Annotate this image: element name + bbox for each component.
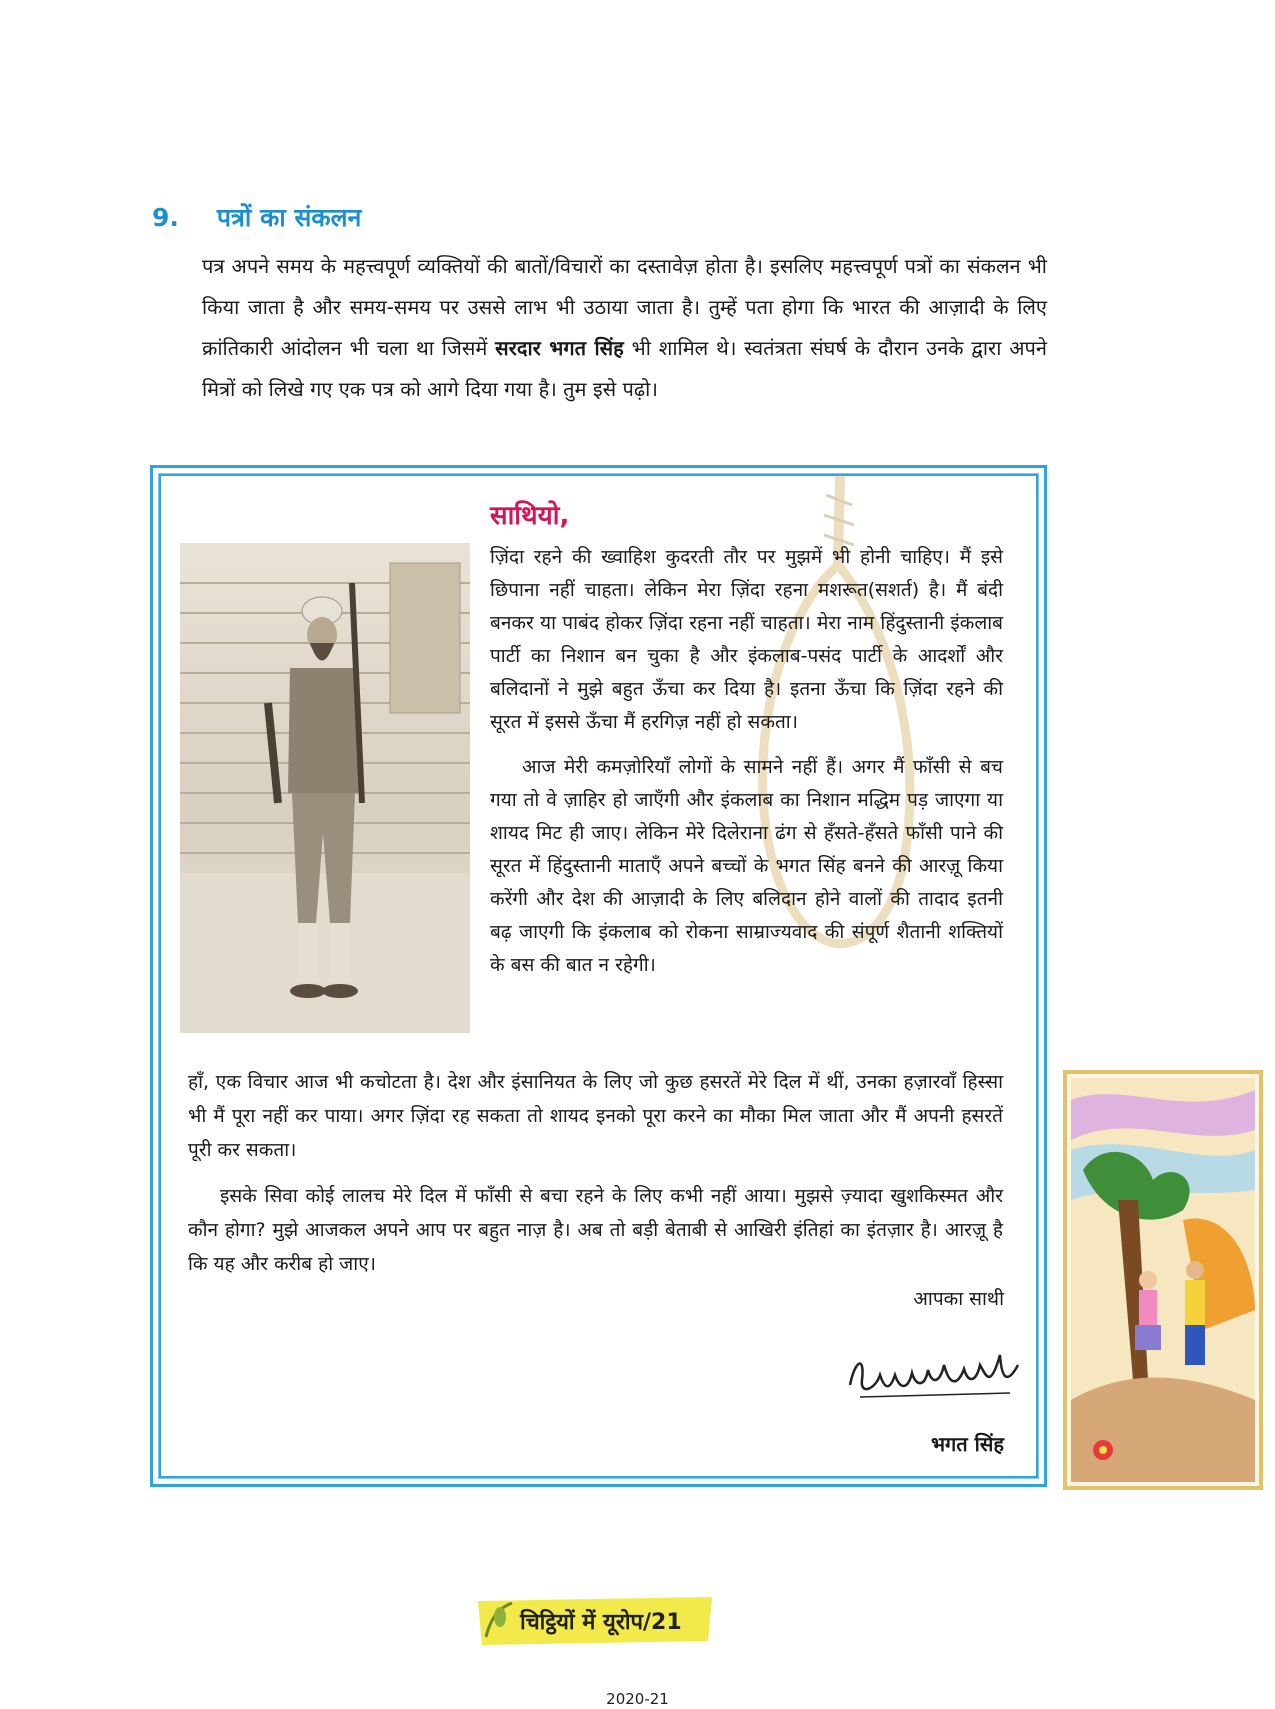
- letter-column: [490, 541, 1003, 994]
- intro-text-1: पत्र अपने समय के महत्त्वपूर्ण व्यक्तियों की बातों/विचारों का दस्तावेज़ होता है। इसलिए महत्त्वपूर्ण पत्रों का संकलन भी किया जाता है और समय-समय पर उससे लाभ भी उठाया जाता है। तुम्हें पता होगा कि भारत की आज़ादी के लिए क्रांतिकारी आंदोलन भी चला था जिसमें: [202, 254, 1047, 360]
- intro-text-2: भी शामिल थे। स्वतंत्रता संघर्ष के दौरान उनके द्वारा अपने मित्रों को लिखे गए एक पत्र को आगे दिया गया है। तुम इसे पढ़ो।: [202, 336, 1047, 401]
- letter-paragraph-3: हाँ, एक विचार आज भी कचोटता है। देश और इंसानियत के लिए जो कुछ हसरतें मेरे दिल में थीं, उनका हज़ारवाँ हिस्सा भी मैं पूरा नहीं कर पाया। अगर ज़िंदा रह सकता तो शायद इनको पूरा करने का मौका मिल जाता और मैं अपनी हसरतें पूरी कर सकता।: [188, 1071, 1003, 1161]
- letter-salutation: साथियो,: [490, 501, 570, 531]
- signatory-name: भगत सिंह: [930, 1432, 1004, 1456]
- side-illustration: [1063, 1070, 1263, 1490]
- section-heading: [152, 200, 361, 234]
- page-badge-label: चिट्ठियों में यूरोप/21: [520, 1610, 682, 1635]
- intro-bold-name: सरदार भगत सिंह: [495, 336, 624, 360]
- letter-paragraph-2: आज मेरी कमज़ोरियाँ लोगों के सामने नहीं हैं। अगर मैं फाँसी से बच गया तो वे ज़ाहिर हो जाएँगी और इंकलाब का निशान मद्धिम पड़ जाएगा या शायद मिट ही जाए। लेकिन मेरे दिलेराना ढंग से हँसते-हँसते फाँसी पाने की सूरत में हिंदुस्तानी माताएँ अपने बच्चों के भगत सिंह बनने की आरज़ू किया करेंगी और देश की आज़ादी के लिए बलिदान होने वालों की तादाद इतनी बढ़ जाएगी कि इंकलाब को रोकना साम्राज्यवाद की संपूर्ण शैतानी शक्तियों के बस की बात न रहेगी।: [490, 756, 1003, 976]
- letter-continuation: [188, 1065, 1003, 1293]
- intro-paragraph: [202, 246, 1047, 410]
- signature-image: [840, 1335, 1030, 1415]
- letter-closing: आपका साथी: [913, 1288, 1004, 1310]
- bhagat-singh-photo: [180, 543, 470, 1033]
- page-badge: [472, 1593, 718, 1647]
- edition-year: 2020-21: [606, 1690, 669, 1708]
- letter-paragraph-1: ज़िंदा रहने की ख्वाहिश कुदरती तौर पर मुझमें भी होनी चाहिए। मैं इसे छिपाना नहीं चाहता। लेकिन मेरा ज़िंदा रहना मशरूत(सशर्त) है। मैं बंदी बनकर या पाबंद होकर ज़िंदा रहना नहीं चाहता। मेरा नाम हिंदुस्तानी इंकलाब पार्टी का निशान बन चुका है और इंकलाब-पसंद पार्टी के आदर्शों और बलिदानों ने मुझे बहुत ऊँचा कर दिया है। इतना ऊँचा कि ज़िंदा रहने की सूरत में इससे ऊँचा मैं हरगिज़ नहीं हो सकता।: [490, 546, 1003, 733]
- section-number: 9.: [152, 203, 179, 232]
- letter-paragraph-4: इसके सिवा कोई लालच मेरे दिल में फाँसी से बचा रहने के लिए कभी नहीं आया। मुझसे ज़्यादा खुशकिस्मत और कौन होगा? मुझे आजकल अपने आप पर बहुत नाज़ है। अब तो बड़ी बेताबी से आखिरी इंतिहां का इंतज़ार है। आरज़ू है कि यह और करीब हो जाए।: [188, 1185, 1003, 1275]
- section-title: पत्रों का संकलन: [216, 203, 362, 232]
